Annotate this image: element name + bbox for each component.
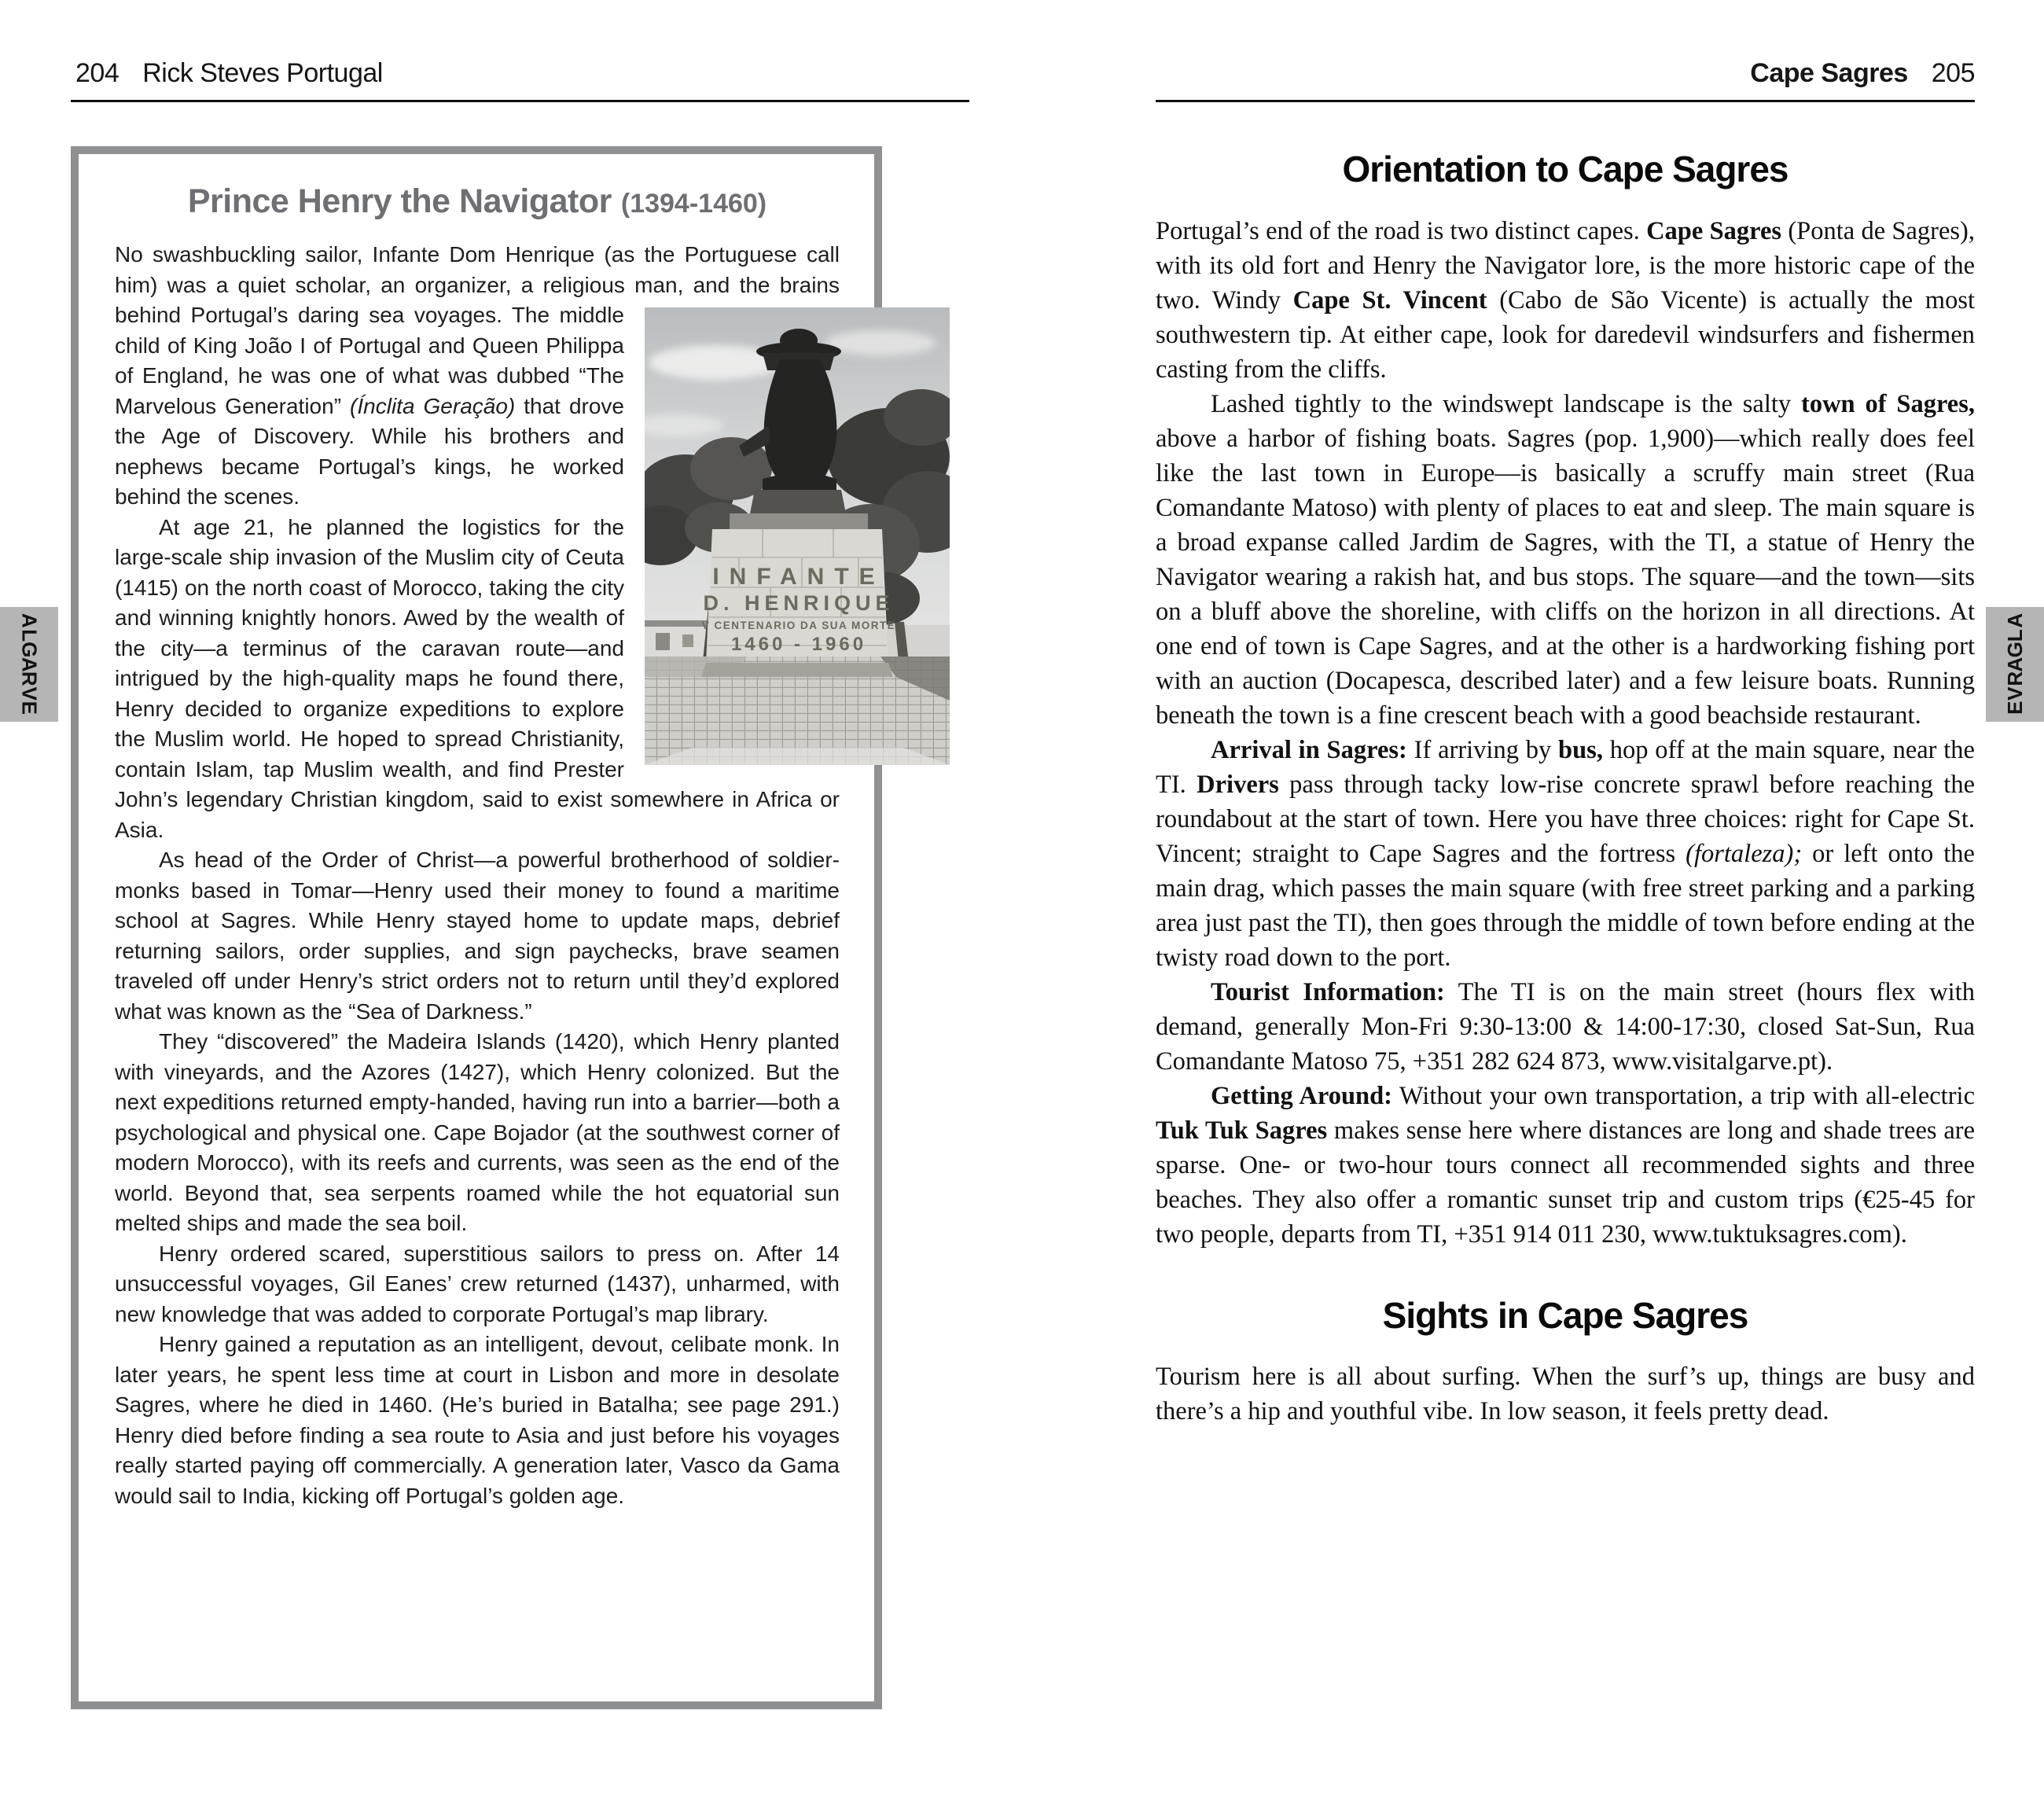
orientation-paragraph: Getting Around: Without your own transportation, a trip with all-electric Tuk Tuk Sagres makes sense here where distances are long and shade trees are sparse. One- or two-hour tours connect all recommended sights and three beaches. They also offer a romantic sunset trip and custom trips (€25-45 for two people, departs from TI, +351 914 011 230, www.tuktuksagres.com).	[1156, 1081, 1975, 1249]
inscription-line-1: INFANTE	[712, 564, 885, 590]
right-header-rule	[1156, 100, 1975, 102]
photo-cloud	[825, 330, 936, 355]
left-header-rule	[71, 100, 969, 102]
sidebar-box-title	[115, 182, 840, 221]
box-paragraph: They “discovered” the Madeira Islands (1420), which Henry planted with vineyards, and the Azores (1427), which Henry colonized. But the next expeditions returned empty-handed, having run into a barrier—both a psychological and physical one. Cape Bojador (at the southwest corner of modern Morocco), with its reefs and currents, was seen as the end of the world. Beyond that, sea serpents roamed while the hot equatorial sun melted ships and made the sea boil.	[115, 1029, 840, 1235]
sidebar-box-title-years: (1394-1460)	[620, 189, 767, 219]
statue-photo-float	[645, 240, 950, 765]
sights-paragraph: Tourism here is all about surfing. When the surf’s up, things are busy and there’s a hip and youthful vibe. In low season, it feels pretty dead.	[1156, 1363, 1975, 1426]
orientation-heading: Orientation to Cape Sagres	[1342, 149, 1788, 189]
photo-building-window	[682, 634, 693, 647]
box-paragraph-text: No swashbuckling sailor, Infante Dom Henrique (as the Portuguese call him) was a quiet scholar, an organizer, a religious man, and the brains behind Portugal’s daring sea voyages. The middle child of King João I of Portugal and Queen Philippa of England, he was one of what was dubbed “The Marvelous Generation” (Ínclita Geração) that drove the Age of Discovery. While his brothers and nephews became Portugal’s kings, he worked behind the scenes.	[115, 242, 840, 509]
orientation-paragraph: Lashed tightly to the windswept landscape is the salty town of Sagres, above a harbor of fishing boats. Sagres (pop. 1,900)—which really does feel like the last town in Europe—is basically a scruffy main street (Rua Comandante Matoso) with plenty of places to eat and sleep. The main square is a broad expanse called Jardim de Sagres, with the TI, a statue of Henry the Navigator wearing a rakish hat, and bus stops. The square—and the town—sits on a bluff above the shoreline, with cliffs on the horizon in all directions. At one end of town is Cape Sagres, and at the other is a hardworking fishing port with an auction (Docapesca, described later) and a few leisure boats. Running beneath the town is a fine crescent beach with a good beachside restaurant.	[1156, 389, 1975, 730]
book-title: Rick Steves Portugal	[142, 58, 383, 88]
left-page-number: 204	[75, 58, 119, 88]
henry-statue-photo-graphic	[645, 307, 950, 765]
henry-statue-photo	[645, 307, 950, 765]
algarve-tab-right-label: A L G A R V E	[2002, 613, 2027, 715]
statue-plinth	[750, 490, 846, 513]
sidebar-box-title-text: Prince Henry the Navigator	[187, 182, 612, 220]
algarve-tab-right	[1986, 607, 2044, 722]
inscription-line-3: V CENTENARIO DA SUA MORTE	[701, 620, 896, 631]
sidebar-box-body	[115, 240, 896, 1511]
right-running-head	[1156, 58, 1975, 89]
prince-henry-sidebar-box	[71, 146, 896, 1709]
box-paragraph: As head of the Order of Christ—a powerful brotherhood of soldier-monks based in Tomar—Henry used their money to found a maritime school at Sagres. While Henry stayed home to update maps, debrief returning sailors, order supplies, and sign paychecks, brave seamen traveled off under Henry’s strict orders not to return until they’d explored what was known as the “Sea of Darkness.”	[115, 848, 840, 1024]
sights-heading: Sights in Cape Sagres	[1382, 1294, 1748, 1336]
photo-building-door	[656, 633, 670, 650]
pedestal-step	[730, 513, 868, 529]
right-page-number: 205	[1931, 58, 1975, 88]
box-paragraph	[115, 240, 896, 655]
inscription-line-4: 1460 - 1960	[730, 634, 867, 655]
box-paragraph: Henry gained a reputation as an intelligent, devout, celibate monk. In later years, he spent less time at court in Lisbon and more in desolate Sagres, where he died in 1460. (He’s buried in Batalha; see page 291.) Henry died before finding a sea route to Asia and just before his voyages really started paying off commercially. A generation later, Vasco da Gama would sail to India, kicking off Portugal’s golden age.	[115, 1332, 840, 1508]
pedestal-base	[701, 663, 893, 677]
orientation-paragraph: Tourist Information: The TI is on the main street (hours flex with demand, generally Mon-Fri 9:30-13:00 & 14:00-17:30, closed Sat-Sun, Rua Comandante Matoso 75, +351 282 624 873, www.visitalgarve.pt).	[1156, 977, 1975, 1076]
inscription-line-2: D. HENRIQUE	[703, 591, 895, 615]
algarve-tab-left	[0, 607, 58, 722]
left-running-head	[75, 58, 383, 89]
chapter-title: Cape Sagres	[1750, 58, 1908, 88]
photo-ground-light	[645, 748, 950, 765]
box-paragraph: Henry ordered scared, superstitious sailors to press on. After 14 unsuccessful voyages, Gil Eanes’ crew returned (1437), unharmed, with new knowledge that was added to corporate Portugal’s map library.	[115, 1241, 840, 1326]
algarve-tab-left-label: A L G A R V E	[17, 613, 42, 715]
box-paragraph: At age 21, he planned the logistics for the large-scale ship invasion of the Muslim city of Ceuta (1415) on the north coast of Morocco, taking the city and winning knightly honors. Awed by the wealth of the city—a terminus of the caravan route—and intrigued by the high-quality maps he found there, Henry decided to organize expeditions to explore the Muslim world. He hoped to spread Christianity, contain Islam, tap Muslim wealth, and find Prester John’s legendary Christian kingdom, said to exist somewhere in Africa or Asia.	[115, 514, 840, 842]
right-page-content	[1156, 132, 1975, 1429]
orientation-paragraph: Arrival in Sagres: If arriving by bus, hop off at the main square, near the TI. Drivers pass through tacky low-rise concrete sprawl before reaching the roundabout at the start of town. Here you have three choices: right for Cape St. Vincent; straight to Cape Sagres and the fortress (fortaleza); or left onto the main drag, which passes the main square (with free street parking and a parking area just past the TI), then goes through the middle of town before ending at the twisty road down to the port.	[1156, 735, 1975, 972]
orientation-paragraph: Portugal’s end of the road is two distinct capes. Cape Sagres (Ponta de Sagres), with its old fort and Henry the Navigator lore, is the more historic cape of the two. Windy Cape St. Vincent (Cabo de São Vicente) is actually the most southwestern tip. At either cape, look for daredevil windsurfers and fishermen casting from the cliffs.	[1156, 216, 1975, 384]
